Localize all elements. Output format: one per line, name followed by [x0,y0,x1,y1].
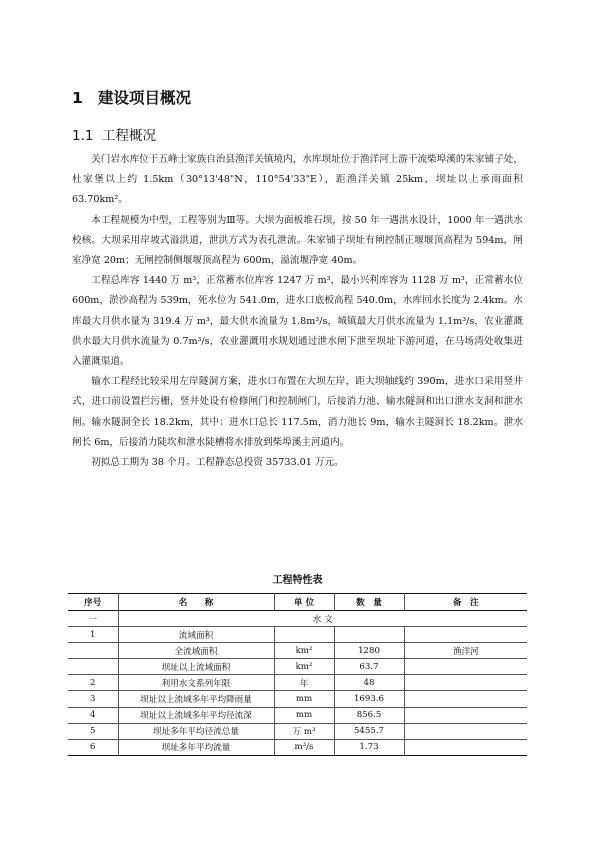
section-heading-1 [72,86,191,108]
row-note: 渔洋河 [404,643,527,659]
body-text [72,150,523,473]
row-name: 坝址以上流域多年平均降雨量 [118,691,274,707]
table-row [68,707,527,723]
row-name: 流域面积 [118,627,274,643]
row-note [404,739,527,755]
row-unit: m³/s [274,739,334,755]
spec-table [68,593,527,756]
paragraph-scale: 本工程规模为中型，工程等别为Ⅲ等。大坝为面板堆石坝，按 50 年一遇洪水设计，1000 年一遇洪水校核。大坝采用岸坡式溢洪道，泄洪方式为表孔泄流。朱家铺子坝址有闸控制正堰堰顶高程为 594m，闸室净宽 20m；无闸控制侧堰堰顶高程为 600m，溢流堰净宽 40m。 [72,214,523,267]
table-title: 工程特性表 [272,575,323,586]
table-header-row [68,594,527,611]
row-note [404,691,527,707]
row-value: 63.7 [334,659,404,675]
row-note [404,659,527,675]
row-index: 6 [68,739,118,755]
paragraph-location: 关门岩水库位于五峰土家族自治县渔洋关镇境内，水库坝址位于渔洋河上游干流柴埠溪的朱家铺子处，杜家堡以上约 1.5km（30°13'48"N，110°54'33"E），距渔洋关镇 25km，坝址以上承雨面积 63.70km²。 [72,154,523,206]
row-index: 1 [68,627,118,643]
row-value: 5455.7 [334,723,404,739]
row-index: 4 [68,707,118,723]
paragraph-capacity: 工程总库容 1440 万 m³，正常蓄水位库容 1247 万 m³，最小兴利库容为 1128 万 m³，正常蓄水位 600m，淤沙高程为 539m，死水位为 541.0m，进水口底板高程 540.0m，水库回水长度为 2.4km。水库最大月供水量为 319.4 万 m³，最大供水流量为 1.8m³/s，城镇最大月供水流量为 1.1m³/s，农业灌溉供水最大月供水流量为 0.7m³/s，农业灌溉用水规划通过泄水闸下泄至坝址下游河道，在马场湾处收集进入灌溉渠道。 [72,275,523,368]
row-unit: km² [274,659,334,675]
row-index: 2 [68,675,118,691]
table-row [68,627,527,643]
row-value: 1.73 [334,739,404,755]
column-header: 备 注 [404,594,527,611]
table-row [68,659,527,675]
row-index: 5 [68,723,118,739]
row-value: 1693.6 [334,691,404,707]
row-unit: 年 [274,675,334,691]
row-note [404,675,527,691]
column-header: 序号 [68,594,118,611]
row-value: 1280 [334,643,404,659]
row-name: 坝址多年平均流量 [118,739,274,755]
table-row [68,739,527,755]
table-row [68,643,527,659]
column-header: 单 位 [274,594,334,611]
row-unit [274,627,334,643]
row-index [68,659,118,675]
table-section-row [68,611,527,627]
row-note [404,707,527,723]
column-header: 名 称 [118,594,274,611]
row-name: 坝址以上流域多年平均径流深 [118,707,274,723]
row-unit: mm [274,691,334,707]
paragraph-schedule: 初拟总工期为 38 个月。工程静态总投资 35733.01 万元。 [91,457,344,469]
row-unit: 万 m³ [274,723,334,739]
paragraph-conveyance: 输水工程经比较采用左岸隧洞方案，进水口布置在大坝左岸，距大坝轴线约 390m，进水口采用竖井式，进口前设置拦污栅，竖井处设有检修闸门和控制闸门，后接消力池、输水隧洞和出口泄水支洞和泄水闸。输水隧洞全长 18.2km，其中：进水口总长 117.5m，消力池长 9m，输水主隧洞长 18.2km。泄水闸长 6m，后接消力陡坎和泄水陡槽将水排放到柴埠溪主河道内。 [72,376,523,448]
row-name: 全流域面积 [118,643,274,659]
row-value [334,627,404,643]
row-name: 利用水文系列年限 [118,675,274,691]
section-index: 一 [68,611,118,627]
row-name: 坝址多年平均径流总量 [118,723,274,739]
table-row [68,723,527,739]
table-row [68,675,527,691]
row-index: 3 [68,691,118,707]
row-value: 48 [334,675,404,691]
section-number: 1 [72,89,83,107]
subsection-number: 1.1 [72,128,94,144]
row-index [68,643,118,659]
row-value: 856.5 [334,707,404,723]
section-title: 建设项目概况 [98,89,192,107]
row-note [404,627,527,643]
section-label: 水 文 [118,611,527,627]
column-header: 数 量 [334,594,404,611]
row-name: 坝址以上流域面积 [118,659,274,675]
subsection-heading [72,124,156,144]
table-row [68,691,527,707]
row-unit: km² [274,643,334,659]
row-note [404,723,527,739]
row-unit: mm [274,707,334,723]
subsection-title: 工程概况 [102,128,156,144]
